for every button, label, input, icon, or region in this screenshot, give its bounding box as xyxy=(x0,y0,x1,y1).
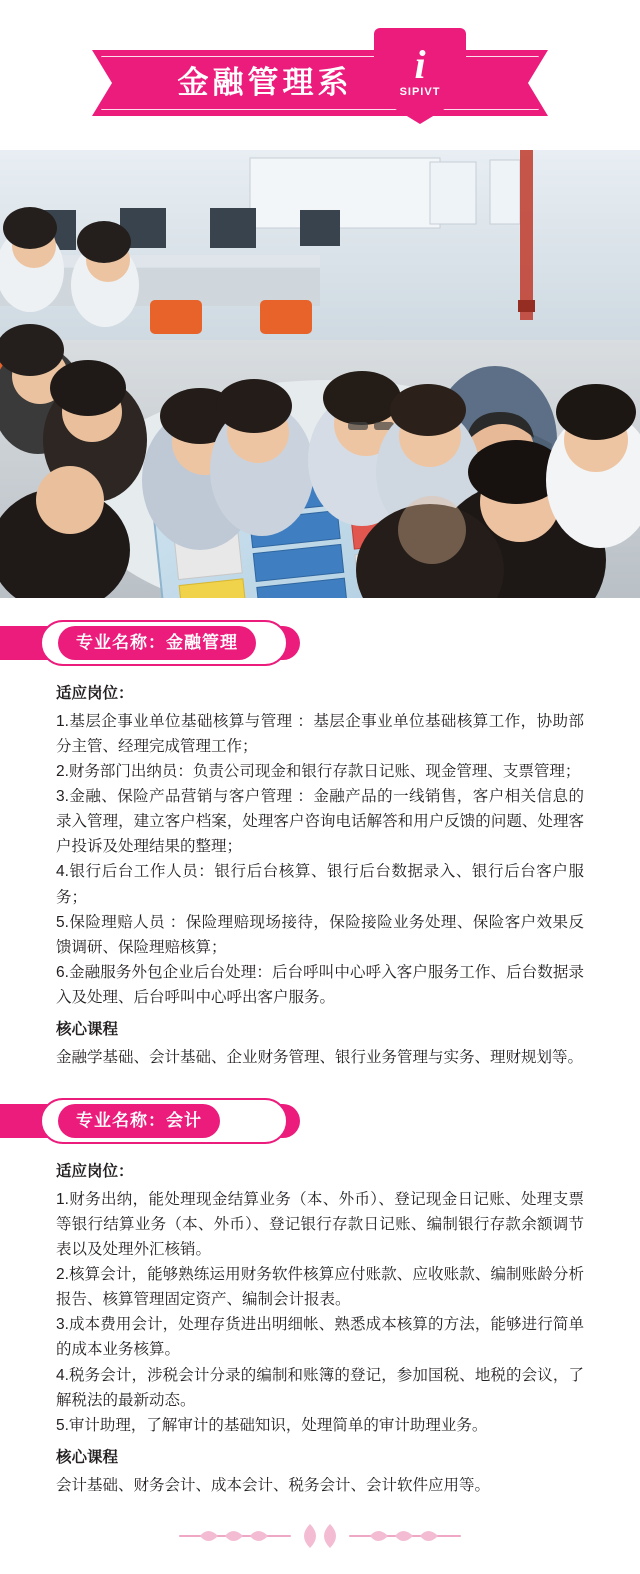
major-section-finance xyxy=(0,612,640,1076)
position-item: 1.财务出纳，能处理现金结算业务（本、外币）、登记现金日记账、处理支票等银行结算业务（本、外币）、登记银行存款日记账、编制银行存款余额调节表以及处理外汇核销。 xyxy=(56,1190,584,1259)
wheat-divider-icon xyxy=(170,1516,470,1556)
section-heading-label: 专业名称：金融管理 xyxy=(58,626,256,660)
section-body xyxy=(0,682,640,1070)
footer-divider xyxy=(0,1504,640,1574)
position-item: 6.金融服务外包企业后台处理：后台呼叫中心呼入客户服务工作、后台数据录入及处理、后台呼叫中心呼出客户服务。 xyxy=(56,963,584,1006)
position-item: 3.金融、保险产品营销与客户管理 ：金融产品的一线销售，客户相关信息的录入管理，建立客户档案，处理客户咨询电话解答和用户反馈的问题、处理客户投诉及处理结果的整理； xyxy=(56,788,584,856)
section-body xyxy=(0,1160,640,1498)
department-banner xyxy=(92,50,548,116)
logo-wordmark: SIPIVT xyxy=(399,86,441,98)
page-header xyxy=(0,0,640,150)
classroom-photo-illustration xyxy=(0,150,640,598)
sub-title-courses: 核心课程 xyxy=(56,1021,119,1039)
sub-title-courses: 核心课程 xyxy=(56,1448,119,1466)
classroom-photo xyxy=(0,150,640,598)
position-item: 3.成本费用会计，处理存货进出明细帐、熟悉成本核算的方法，能够进行简单的成本业务核算。 xyxy=(56,1316,584,1359)
sub-title-positions: 适应岗位： xyxy=(56,1163,134,1181)
courses-text: 会计基础、财务会计、成本会计、税务会计、会计软件应用等。 xyxy=(56,1476,491,1494)
position-item: 5.审计助理，了解审计的基础知识，处理简单的审计助理业务。 xyxy=(56,1416,488,1434)
position-item: 1.基层企事业单位基础核算与管理 ：基层企事业单位基础核算工作，协助部分主管、经理完成管理工作； xyxy=(56,712,584,755)
position-item: 4.税务会计，涉税会计分录的编制和账簿的登记，参加国税、地税的会议，了解税法的最新动态。 xyxy=(56,1366,584,1409)
major-section-accounting xyxy=(0,1090,640,1504)
section-heading xyxy=(0,612,640,674)
logo-monogram: i xyxy=(414,42,426,87)
position-item: 5.保险理赔人员 ：保险理赔现场接待，保险接险业务处理、保险客户效果反馈调研、保险理赔核算； xyxy=(56,913,584,956)
section-heading xyxy=(0,1090,640,1152)
sub-title-positions: 适应岗位： xyxy=(56,685,134,702)
position-item: 2.财务部门出纳员：负责公司现金和银行存款日记账、现金管理、支票管理； xyxy=(56,763,581,781)
position-item: 2.核算会计，能够熟练运用财务软件核算应付账款、应收账款、编制账龄分析报告、核算管理固定资产、编制会计报表。 xyxy=(56,1266,584,1309)
section-heading-label: 专业名称：会计 xyxy=(58,1104,220,1138)
department-title: 金融管理系 xyxy=(177,65,353,100)
courses-text: 金融学基础、会计基础、企业财务管理、银行业务管理与实务、理财规划等。 xyxy=(56,1048,584,1066)
position-item: 4.银行后台工作人员：银行后台核算、银行后台数据录入、银行后台客户服务； xyxy=(56,863,584,906)
